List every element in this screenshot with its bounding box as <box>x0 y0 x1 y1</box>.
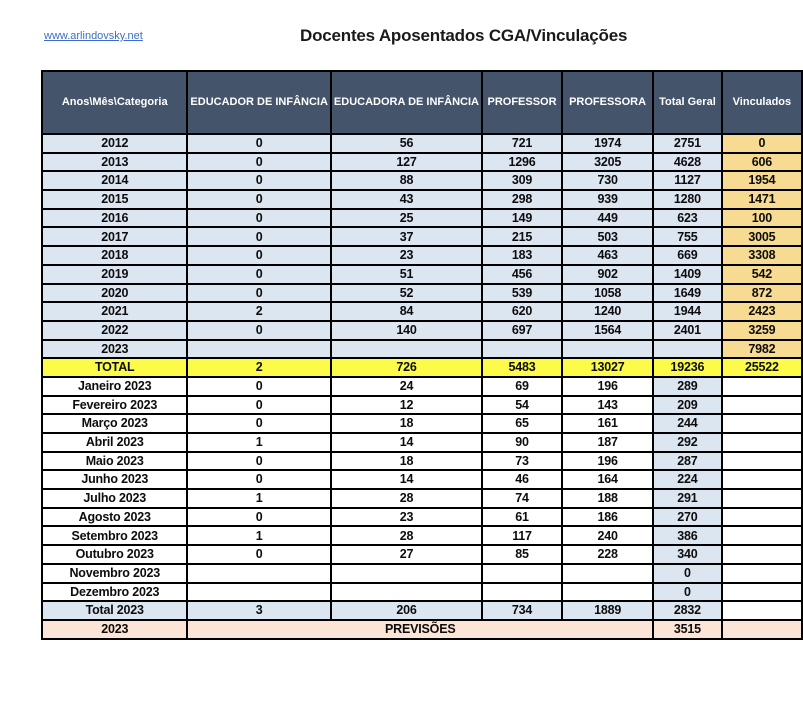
value-cell: 0 <box>187 470 331 489</box>
total-geral-cell: 0 <box>653 564 722 583</box>
year-row <box>42 171 802 190</box>
month-label-cell: Maio 2023 <box>42 452 187 471</box>
year-label-cell: 2023 <box>42 340 187 359</box>
month-row <box>42 452 802 471</box>
value-cell: 0 <box>187 134 331 153</box>
value-cell: 539 <box>482 284 562 303</box>
value-cell: 206 <box>331 601 482 620</box>
value-cell: 240 <box>562 526 653 545</box>
total-geral-cell: 244 <box>653 414 722 433</box>
total-geral-cell: 386 <box>653 526 722 545</box>
docentes-table <box>41 70 803 640</box>
value-cell: 0 <box>187 284 331 303</box>
month-row <box>42 583 802 602</box>
year-label-cell: 2012 <box>42 134 187 153</box>
total-geral-cell: 292 <box>653 433 722 452</box>
value-cell: 37 <box>331 227 482 246</box>
value-cell <box>331 564 482 583</box>
total-geral-cell: 755 <box>653 227 722 246</box>
value-cell: 0 <box>187 508 331 527</box>
month-row <box>42 377 802 396</box>
value-cell: 12 <box>331 396 482 415</box>
value-cell: 65 <box>482 414 562 433</box>
value-cell: 0 <box>187 452 331 471</box>
value-cell: 18 <box>331 414 482 433</box>
value-cell: 143 <box>562 396 653 415</box>
page-title: Docentes Aposentados CGA/Vinculações <box>300 26 628 45</box>
vinculados-cell: 542 <box>722 265 802 284</box>
total-geral-cell: 669 <box>653 246 722 265</box>
value-cell: 3205 <box>562 153 653 172</box>
total-geral-cell: 4628 <box>653 153 722 172</box>
value-cell: 74 <box>482 489 562 508</box>
value-cell <box>562 340 653 359</box>
value-cell: 61 <box>482 508 562 527</box>
month-row <box>42 545 802 564</box>
value-cell: 503 <box>562 227 653 246</box>
value-cell: 24 <box>331 377 482 396</box>
total-geral-cell <box>653 340 722 359</box>
value-cell: 0 <box>187 414 331 433</box>
vinculados-cell: 606 <box>722 153 802 172</box>
total-geral-cell: 1280 <box>653 190 722 209</box>
month-label-cell: Dezembro 2023 <box>42 583 187 602</box>
value-cell: 939 <box>562 190 653 209</box>
month-row <box>42 564 802 583</box>
value-cell: 0 <box>187 321 331 340</box>
month-label-cell: Janeiro 2023 <box>42 377 187 396</box>
value-cell: 187 <box>562 433 653 452</box>
value-cell: 161 <box>562 414 653 433</box>
year-label-cell: 2018 <box>42 246 187 265</box>
month-row <box>42 508 802 527</box>
year-row <box>42 227 802 246</box>
value-cell: 25 <box>331 209 482 228</box>
value-cell: 0 <box>187 171 331 190</box>
vinculados-cell: 2423 <box>722 302 802 321</box>
month-label-cell: Junho 2023 <box>42 470 187 489</box>
website-link[interactable]: www.arlindovsky.net <box>44 30 143 42</box>
year-label-cell: 2016 <box>42 209 187 228</box>
value-cell <box>562 564 653 583</box>
value-cell: 18 <box>331 452 482 471</box>
total-geral-cell: 2751 <box>653 134 722 153</box>
value-cell: 183 <box>482 246 562 265</box>
vinculados-cell: 25522 <box>722 358 802 377</box>
value-cell: 13027 <box>562 358 653 377</box>
total-geral-cell: 1944 <box>653 302 722 321</box>
total-geral-cell: 3515 <box>653 620 722 639</box>
value-cell: 1296 <box>482 153 562 172</box>
value-cell: 697 <box>482 321 562 340</box>
total-geral-cell: 623 <box>653 209 722 228</box>
value-cell: 69 <box>482 377 562 396</box>
month-label-cell: Novembro 2023 <box>42 564 187 583</box>
value-cell: 730 <box>562 171 653 190</box>
value-cell <box>482 564 562 583</box>
year-row <box>42 302 802 321</box>
total-geral-cell: 0 <box>653 583 722 602</box>
year-row <box>42 265 802 284</box>
header-professor: PROFESSOR <box>482 71 562 134</box>
year-label-cell: 2020 <box>42 284 187 303</box>
month-row <box>42 470 802 489</box>
value-cell: 5483 <box>482 358 562 377</box>
value-cell: 1 <box>187 433 331 452</box>
value-cell: 0 <box>187 209 331 228</box>
month-label-cell: Setembro 2023 <box>42 526 187 545</box>
value-cell: 0 <box>187 153 331 172</box>
vinculados-cell: 3259 <box>722 321 802 340</box>
value-cell: 620 <box>482 302 562 321</box>
month-row <box>42 414 802 433</box>
total-geral-cell: 1409 <box>653 265 722 284</box>
month-row <box>42 433 802 452</box>
value-cell: 56 <box>331 134 482 153</box>
total-label-cell: TOTAL <box>42 358 187 377</box>
vinculados-cell <box>722 377 802 396</box>
header-total-geral: Total Geral <box>653 71 722 134</box>
value-cell: 734 <box>482 601 562 620</box>
value-cell: 1564 <box>562 321 653 340</box>
month-label-cell: Agosto 2023 <box>42 508 187 527</box>
year-label-cell: 2017 <box>42 227 187 246</box>
previsoes-row <box>42 620 802 639</box>
year-label-cell: 2014 <box>42 171 187 190</box>
total-2023-row <box>42 601 802 620</box>
vinculados-cell: 0 <box>722 134 802 153</box>
month-label-cell: Outubro 2023 <box>42 545 187 564</box>
value-cell: 23 <box>331 246 482 265</box>
vinculados-cell <box>722 470 802 489</box>
value-cell: 1240 <box>562 302 653 321</box>
month-label-cell: Julho 2023 <box>42 489 187 508</box>
value-cell: 0 <box>187 190 331 209</box>
value-cell: 0 <box>187 396 331 415</box>
value-cell: 1889 <box>562 601 653 620</box>
value-cell: 73 <box>482 452 562 471</box>
value-cell: 215 <box>482 227 562 246</box>
vinculados-cell: 872 <box>722 284 802 303</box>
value-cell <box>482 340 562 359</box>
value-cell: 2 <box>187 358 331 377</box>
value-cell: 188 <box>562 489 653 508</box>
value-cell: 0 <box>187 377 331 396</box>
value-cell: 1058 <box>562 284 653 303</box>
value-cell: 90 <box>482 433 562 452</box>
header-row <box>42 71 802 134</box>
value-cell: 14 <box>331 470 482 489</box>
total-geral-cell: 270 <box>653 508 722 527</box>
vinculados-cell: 3308 <box>722 246 802 265</box>
vinculados-cell <box>722 452 802 471</box>
year-row <box>42 340 802 359</box>
value-cell: 117 <box>482 526 562 545</box>
value-cell: 1974 <box>562 134 653 153</box>
value-cell: 196 <box>562 452 653 471</box>
vinculados-cell <box>722 601 802 620</box>
value-cell: 2 <box>187 302 331 321</box>
value-cell: 463 <box>562 246 653 265</box>
year-row <box>42 321 802 340</box>
value-cell <box>562 583 653 602</box>
value-cell: 140 <box>331 321 482 340</box>
year-label-cell: 2015 <box>42 190 187 209</box>
year-row <box>42 134 802 153</box>
value-cell: 52 <box>331 284 482 303</box>
value-cell: 51 <box>331 265 482 284</box>
vinculados-cell <box>722 508 802 527</box>
value-cell: 1 <box>187 526 331 545</box>
value-cell: 1 <box>187 489 331 508</box>
value-cell: 196 <box>562 377 653 396</box>
value-cell: 3 <box>187 601 331 620</box>
total-geral-cell: 209 <box>653 396 722 415</box>
value-cell: 127 <box>331 153 482 172</box>
value-cell: 902 <box>562 265 653 284</box>
value-cell <box>331 583 482 602</box>
total-geral-cell: 2401 <box>653 321 722 340</box>
value-cell: 0 <box>187 227 331 246</box>
month-label-cell: Abril 2023 <box>42 433 187 452</box>
value-cell: 726 <box>331 358 482 377</box>
previsoes-year-cell: 2023 <box>42 620 187 639</box>
total-geral-cell: 340 <box>653 545 722 564</box>
value-cell: 54 <box>482 396 562 415</box>
value-cell: 88 <box>331 171 482 190</box>
header-professora: PROFESSORA <box>562 71 653 134</box>
value-cell: 456 <box>482 265 562 284</box>
vinculados-cell <box>722 545 802 564</box>
value-cell: 43 <box>331 190 482 209</box>
value-cell <box>482 583 562 602</box>
month-label-cell: Março 2023 <box>42 414 187 433</box>
value-cell: 0 <box>187 265 331 284</box>
vinculados-cell <box>722 489 802 508</box>
year-row <box>42 153 802 172</box>
value-cell: 84 <box>331 302 482 321</box>
previsoes-merged-cell: PREVISÕES <box>187 620 653 639</box>
total-geral-cell: 19236 <box>653 358 722 377</box>
header-vinculados: Vinculados <box>722 71 802 134</box>
total-geral-cell: 2832 <box>653 601 722 620</box>
vinculados-cell <box>722 564 802 583</box>
year-row <box>42 209 802 228</box>
value-cell: 164 <box>562 470 653 489</box>
month-label-cell: Fevereiro 2023 <box>42 396 187 415</box>
year-row <box>42 246 802 265</box>
header-educadora-de-infancia: EDUCADORA DE INFÂNCIA <box>331 71 482 134</box>
value-cell <box>331 340 482 359</box>
value-cell: 149 <box>482 209 562 228</box>
value-cell: 28 <box>331 526 482 545</box>
total-geral-cell: 289 <box>653 377 722 396</box>
value-cell <box>187 564 331 583</box>
value-cell: 28 <box>331 489 482 508</box>
vinculados-cell: 1471 <box>722 190 802 209</box>
vinculados-cell: 7982 <box>722 340 802 359</box>
value-cell: 186 <box>562 508 653 527</box>
value-cell: 298 <box>482 190 562 209</box>
year-label-cell: 2022 <box>42 321 187 340</box>
value-cell: 46 <box>482 470 562 489</box>
value-cell <box>187 583 331 602</box>
vinculados-cell <box>722 526 802 545</box>
vinculados-cell <box>722 414 802 433</box>
year-label-cell: 2019 <box>42 265 187 284</box>
year-row <box>42 284 802 303</box>
value-cell: 0 <box>187 545 331 564</box>
year-row <box>42 190 802 209</box>
total-geral-cell: 224 <box>653 470 722 489</box>
value-cell: 85 <box>482 545 562 564</box>
header-educador-de-infancia: EDUCADOR DE INFÂNCIA <box>187 71 331 134</box>
value-cell: 14 <box>331 433 482 452</box>
month-row <box>42 489 802 508</box>
vinculados-cell <box>722 620 802 639</box>
total-geral-cell: 287 <box>653 452 722 471</box>
total-geral-cell: 1127 <box>653 171 722 190</box>
value-cell: 228 <box>562 545 653 564</box>
year-label-cell: 2021 <box>42 302 187 321</box>
vinculados-cell: 1954 <box>722 171 802 190</box>
value-cell: 449 <box>562 209 653 228</box>
value-cell <box>187 340 331 359</box>
value-cell: 0 <box>187 246 331 265</box>
vinculados-cell: 3005 <box>722 227 802 246</box>
month-row <box>42 396 802 415</box>
vinculados-cell <box>722 583 802 602</box>
total-geral-cell: 291 <box>653 489 722 508</box>
vinculados-cell <box>722 433 802 452</box>
total-2023-label-cell: Total 2023 <box>42 601 187 620</box>
vinculados-cell: 100 <box>722 209 802 228</box>
value-cell: 309 <box>482 171 562 190</box>
value-cell: 27 <box>331 545 482 564</box>
year-label-cell: 2013 <box>42 153 187 172</box>
month-row <box>42 526 802 545</box>
header-anos-mes-categoria: Anos\Mês\Categoria <box>42 71 187 134</box>
grand-total-row <box>42 358 802 377</box>
value-cell: 721 <box>482 134 562 153</box>
vinculados-cell <box>722 396 802 415</box>
total-geral-cell: 1649 <box>653 284 722 303</box>
value-cell: 23 <box>331 508 482 527</box>
